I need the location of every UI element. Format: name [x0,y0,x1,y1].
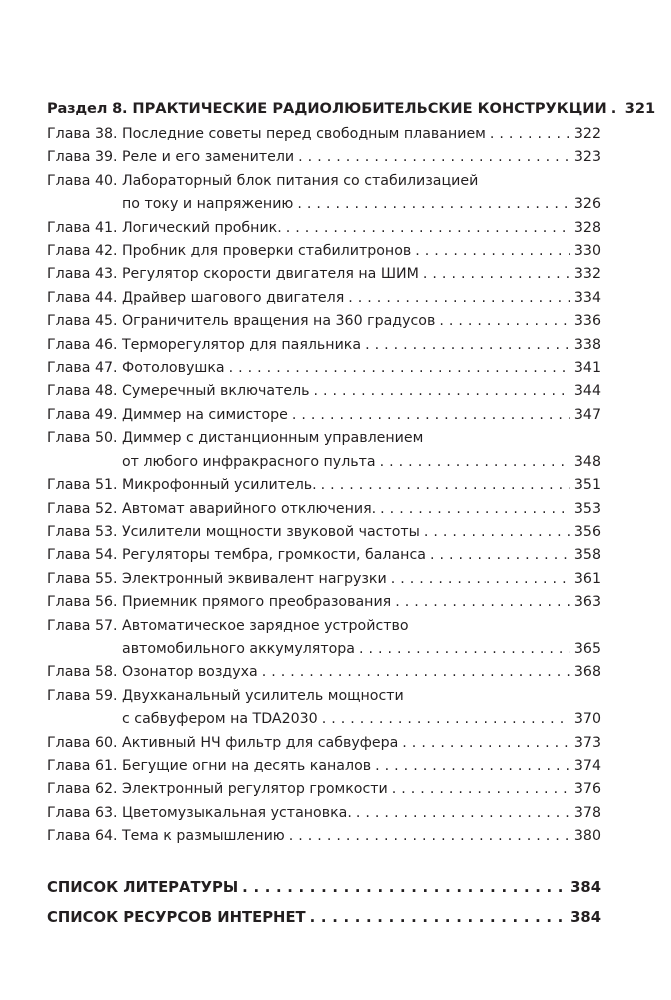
chapter-title-line [122,217,601,240]
chapter-body [122,380,601,403]
chapter-title-line [122,732,601,755]
chapter-title-line [122,755,601,778]
back-matter-entry[interactable] [47,903,601,933]
dot-leader [289,825,570,848]
chapter-label: Глава 47. [47,360,118,377]
chapter-entry[interactable] [47,357,601,380]
chapter-label: Глава 64. [47,828,118,845]
chapter-label: Глава 50. [47,430,118,447]
chapter-title-line [122,123,601,146]
chapter-title: Автомат аварийного отключения. [122,500,377,517]
chapter-title: с сабвуфером на TDA2030 [122,711,318,728]
chapter-entry[interactable] [47,217,601,240]
section-label: Раздел 8. [47,100,128,117]
chapter-body [122,287,601,310]
chapter-label: Глава 45. [47,313,118,330]
chapter-body [122,615,601,662]
dot-leader [402,732,570,755]
chapter-page-number: 361 [573,570,601,587]
chapter-body [122,661,601,684]
chapter-entry[interactable] [47,170,601,217]
chapter-body [122,498,601,521]
chapter-body [122,474,601,497]
chapter-label: Глава 48. [47,383,118,400]
chapter-list [47,123,601,849]
chapter-entry[interactable] [47,334,601,357]
chapter-title: Фотоловушка [122,360,225,377]
chapter-title-line [122,193,601,216]
chapter-title: Диммер на симисторе [122,406,288,423]
dot-leader [356,802,570,825]
chapter-entry[interactable] [47,123,601,146]
chapter-entry[interactable] [47,498,601,521]
chapter-body [122,357,601,380]
chapter-body [122,146,601,169]
chapter-label: Глава 61. [47,757,118,774]
chapter-entry[interactable] [47,615,601,662]
chapter-body [122,591,601,614]
chapter-title-line [122,802,601,825]
chapter-label: Глава 54. [47,547,118,564]
chapter-title: Лабораторный блок питания со стабилизацией [122,172,479,189]
chapter-label: Глава 56. [47,594,118,611]
chapter-label: Глава 59. [47,687,118,704]
chapter-title-line [122,708,601,731]
chapter-title: Реле и его заменители [122,149,295,166]
chapter-title: Логический пробник. [122,219,282,236]
chapter-label: Глава 41. [47,219,118,236]
chapter-title-line [122,380,601,403]
chapter-title: Электронный эквивалент нагрузки [122,570,387,587]
chapter-body [122,544,601,567]
chapter-label: Глава 51. [47,477,118,494]
chapter-title: Автоматическое зарядное устройство [122,617,409,634]
chapter-label: Глава 43. [47,266,118,283]
dot-leader [375,755,570,778]
chapter-page-number: 338 [573,336,601,353]
chapter-title: Двухканальный усилитель мощности [122,687,404,704]
chapter-title-line [122,474,601,497]
chapter-page-number: 363 [573,594,601,611]
chapter-label: Глава 38. [47,126,118,142]
dot-leader [380,498,570,521]
chapter-title: Пробник для проверки стабилитронов [122,243,412,260]
dot-leader [430,544,570,567]
dot-leader [297,193,570,216]
chapter-title-line [122,568,601,591]
chapter-title: Озонатор воздуха [122,664,258,681]
chapter-title: Электронный регулятор громкости [122,781,388,798]
chapter-title: Усилители мощности звуковой частоты [122,523,420,540]
dot-leader [423,263,570,286]
dot-leader [262,661,570,684]
chapter-title-line [122,404,601,427]
chapter-entry[interactable] [47,287,601,310]
dot-leader [391,568,570,591]
chapter-title-line [122,357,601,380]
chapter-entry[interactable] [47,732,601,755]
chapter-entry[interactable] [47,568,601,591]
chapter-label: Глава 58. [47,664,118,681]
back-matter-title: СПИСОК ЛИТЕРАТУРЫ [47,878,239,896]
chapter-page-number: 378 [573,804,601,821]
dot-leader [380,451,570,474]
chapter-body [122,685,601,732]
chapter-title-line [122,427,601,450]
chapter-entry[interactable] [47,404,601,427]
chapter-label: Глава 40. [47,172,118,189]
chapter-title-line [122,263,601,286]
chapter-title-line [122,310,601,333]
back-matter-page-number: 384 [570,908,601,926]
chapter-entry[interactable] [47,544,601,567]
chapter-entry[interactable] [47,263,601,286]
chapter-body [122,755,601,778]
chapter-page-number: 323 [573,149,601,166]
chapter-title: Микрофонный усилитель. [122,477,317,494]
chapter-body [122,825,601,848]
spacer [47,849,601,873]
chapter-title-line [122,451,601,474]
chapter-page-number: 341 [573,360,601,377]
chapter-body [122,123,601,146]
dot-leader [314,380,570,403]
dot-leader [292,404,570,427]
chapter-body [122,778,601,801]
chapter-title: по току и напряжению [122,196,294,213]
chapter-title: Активный НЧ фильтр для сабвуфера [122,734,399,751]
chapter-entry[interactable] [47,825,601,848]
chapter-page-number: 322 [573,126,601,142]
chapter-body [122,404,601,427]
dot-leader [490,123,570,146]
chapter-page-number: 365 [573,640,601,657]
chapter-title: Приемник прямого преобразования [122,594,392,611]
chapter-label: Глава 44. [47,289,118,306]
chapter-label: Глава 60. [47,734,118,751]
chapter-title-line [122,661,601,684]
chapter-title: Диммер с дистанционным управлением [122,430,424,447]
chapter-body [122,170,601,217]
back-matter-page-number: 384 [570,878,601,896]
chapter-title: Регулятор скорости двигателя на ШИМ [122,266,419,283]
chapter-entry[interactable] [47,521,601,544]
chapter-label: Глава 49. [47,406,118,423]
section-title: ПРАКТИЧЕСКИЕ РАДИОЛЮБИТЕЛЬСКИЕ КОНСТРУКЦИИ [132,100,607,117]
section-page-number: 321 [624,100,656,117]
chapter-body [122,217,601,240]
chapter-title-line [122,638,601,661]
chapter-body [122,240,601,263]
dot-leader [395,591,570,614]
chapter-page-number: 348 [573,453,601,470]
chapter-page-number: 344 [573,383,601,400]
chapter-page-number: 380 [573,828,601,845]
chapter-page-number: 368 [573,664,601,681]
back-matter-title: СПИСОК РЕСУРСОВ ИНТЕРНЕТ [47,908,306,926]
chapter-body [122,521,601,544]
chapter-title-line [122,685,601,708]
chapter-title: Бегущие огни на десять каналов [122,757,372,774]
chapter-page-number: 353 [573,500,601,517]
dot-leader [298,146,570,169]
dot-leader [359,638,570,661]
chapter-entry[interactable] [47,755,601,778]
chapter-entry[interactable] [47,240,601,263]
chapter-label: Глава 57. [47,617,118,634]
chapter-label: Глава 63. [47,804,118,821]
chapter-title-line [122,544,601,567]
chapter-title: Ограничитель вращения на 360 градусов [122,313,436,330]
chapter-title: Цветомузыкальная установка. [122,804,352,821]
dot-leader [229,357,570,380]
back-matter-list [47,873,601,933]
chapter-title: от любого инфракрасного пульта [122,453,376,470]
chapter-page-number: 358 [573,547,601,564]
chapter-page-number: 336 [573,313,601,330]
chapter-body [122,334,601,357]
dot-leader [439,310,570,333]
dot-leader [424,521,570,544]
chapter-title-line [122,591,601,614]
chapter-title-line [122,287,601,310]
section-entry[interactable] [47,96,656,122]
dot-leader [242,873,566,903]
chapter-entry[interactable] [47,591,601,614]
chapter-entry[interactable] [47,474,601,497]
chapter-label: Глава 46. [47,336,118,353]
chapter-label: Глава 39. [47,149,118,166]
chapter-title-line [122,146,601,169]
back-matter-entry[interactable] [47,873,601,903]
chapter-title-line [122,170,601,193]
chapter-page-number: 373 [573,734,601,751]
chapter-title: автомобильного аккумулятора [122,640,355,657]
chapter-body [122,310,601,333]
chapter-entry[interactable] [47,802,601,825]
chapter-title: Сумеречный включатель [122,383,310,400]
chapter-page-number: 347 [573,406,601,423]
chapter-page-number: 334 [573,289,601,306]
chapter-entry[interactable] [47,778,601,801]
chapter-page-number: 332 [573,266,601,283]
chapter-title-line [122,334,601,357]
chapter-title: Тема к размышлению [122,828,285,845]
dot-leader [611,96,621,122]
chapter-page-number: 326 [573,196,601,213]
chapter-title: Последние советы перед свободным плаванием [122,126,486,142]
chapter-title: Регуляторы тембра, громкости, баланса [122,547,426,564]
chapter-entry[interactable] [47,146,601,169]
dot-leader [348,287,570,310]
chapter-title-line [122,521,601,544]
chapter-label: Глава 42. [47,243,118,260]
dot-leader [392,778,570,801]
chapter-page-number: 328 [573,219,601,236]
chapter-page-number: 374 [573,757,601,774]
chapter-entry[interactable] [47,380,601,403]
chapter-label: Глава 53. [47,523,118,540]
chapter-entry[interactable] [47,310,601,333]
chapter-label: Глава 52. [47,500,118,517]
chapter-title-line [122,778,601,801]
chapter-page-number: 356 [573,523,601,540]
dot-leader [365,334,570,357]
chapter-title-line [122,615,601,638]
dot-leader [415,240,570,263]
chapter-page-number: 330 [573,243,601,260]
chapter-page-number: 370 [573,711,601,728]
chapter-body [122,263,601,286]
chapter-title: Терморегулятор для паяльника [122,336,362,353]
chapter-label: Глава 55. [47,570,118,587]
chapter-entry[interactable] [47,685,601,732]
dot-leader [286,217,570,240]
chapter-title: Драйвер шагового двигателя [122,289,345,306]
dot-leader [322,708,570,731]
dot-leader [321,474,570,497]
chapter-label: Глава 62. [47,781,118,798]
chapter-title-line [122,240,601,263]
dot-leader [310,903,566,933]
chapter-page-number: 351 [573,477,601,494]
chapter-entry[interactable] [47,427,601,474]
chapter-body [122,427,601,474]
chapter-body [122,568,601,591]
chapter-entry[interactable] [47,661,601,684]
chapter-title-line [122,498,601,521]
chapter-page-number: 376 [573,781,601,798]
chapter-body [122,732,601,755]
chapter-body [122,802,601,825]
chapter-title-line [122,825,601,848]
table-of-contents [47,96,656,933]
